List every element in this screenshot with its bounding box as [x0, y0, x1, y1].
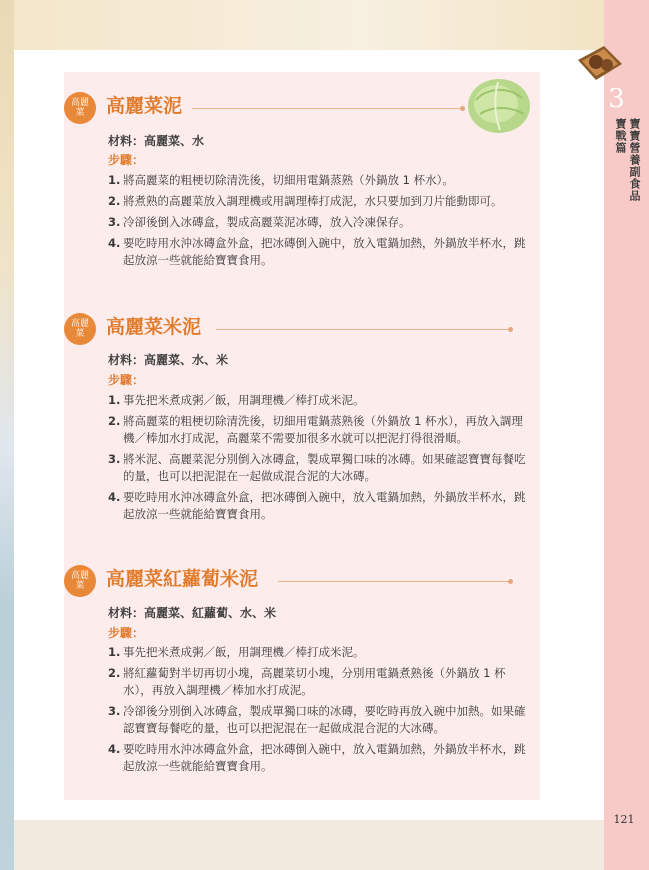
cabbage-icon — [464, 70, 534, 136]
step-item: 2. 將煮熟的高麗菜放入調理機或用調理棒打成泥，水只要加到刀片能動即可。 — [108, 194, 503, 208]
steps-list — [108, 644, 528, 779]
steps-label: 步驟： — [108, 373, 145, 387]
title-rule — [192, 108, 462, 109]
steps-label: 步驟： — [108, 626, 145, 640]
step-item: 4. 要吃時用水沖冰磚盒外盒，把冰磚倒入碗中，放入電鍋加熱，外鍋放半杯水，跳起放涼一些就能給寶寶食用。 — [108, 236, 526, 267]
cabbage-badge: 高麗 菜 — [64, 565, 96, 597]
step-item: 3. 冷卻後分別倒入冰磚盒，製成單獨口味的冰磚，要吃時再放入碗中加熱。如果確認寶寶每餐吃的量，也可以把泥混在一起做成混合泥的大冰磚。 — [108, 704, 526, 735]
steps-list — [108, 172, 528, 273]
side-title: 寶寶營養副食品 — [628, 118, 641, 202]
title-rule — [216, 329, 510, 330]
cabbage-badge: 高麗 菜 — [64, 313, 96, 345]
step-item: 4. 要吃時用水沖冰磚盒外盒，把冰磚倒入碗中，放入電鍋加熱，外鍋放半杯水，跳起放涼一些就能給寶寶食用。 — [108, 490, 526, 521]
step-item: 1. 事先把米煮成粥／飯，用調理機／棒打成米泥。 — [108, 393, 365, 407]
step-item: 2. 將高麗菜的粗梗切除清洗後，切細用電鍋蒸熟後（外鍋放 1 杯水），再放入調理機／棒加水打成泥，高麗菜不需要加很多水就可以把泥打得很滑順。 — [108, 414, 523, 445]
step-item: 2. 將紅蘿蔔對半切再切小塊，高麗菜切小塊，分別用電鍋煮熟後（外鍋放 1 杯水），再放入調理機／棒加水打成泥。 — [108, 666, 506, 697]
recipe-title: 高麗菜米泥 — [106, 316, 202, 338]
step-item: 4. 要吃時用水沖冰磚盒外盒，把冰磚倒入碗中，放入電鍋加熱，外鍋放半杯水，跳起放涼一些就能給寶寶食用。 — [108, 742, 526, 773]
bowl-icon — [574, 40, 626, 86]
step-item: 1. 將高麗菜的粗梗切除清洗後，切細用電鍋蒸熟（外鍋放 1 杯水）。 — [108, 173, 454, 187]
steps-list — [108, 392, 528, 527]
side-section-label: 寶戰篇 — [614, 118, 627, 154]
materials-line: 材料：高麗菜、紅蘿蔔、水、米 — [108, 606, 277, 620]
steps-label: 步驟： — [108, 153, 145, 167]
step-item: 1. 事先把米煮成粥／飯，用調理機／棒打成米泥。 — [108, 645, 365, 659]
materials-line: 材料：高麗菜、水、米 — [108, 353, 229, 367]
step-item: 3. 將米泥、高麗菜泥分別倒入冰磚盒，製成單獨口味的冰磚。如果確認寶寶每餐吃的量，也可以把泥混在一起做成混合泥的大冰磚。 — [108, 452, 526, 483]
chapter-number: 3 — [608, 84, 625, 114]
title-rule — [278, 581, 510, 582]
top-photo-strip — [0, 0, 604, 50]
cabbage-badge: 高麗 菜 — [64, 92, 96, 124]
page-number: 121 — [613, 813, 635, 826]
materials-line: 材料：高麗菜、水 — [108, 134, 205, 148]
step-item: 3. 冷卻後倒入冰磚盒，製成高麗菜泥冰磚，放入冷凍保存。 — [108, 215, 411, 229]
recipe-title: 高麗菜紅蘿蔔米泥 — [106, 568, 259, 590]
left-photo-strip — [0, 0, 14, 870]
recipe-title: 高麗菜泥 — [106, 95, 183, 117]
